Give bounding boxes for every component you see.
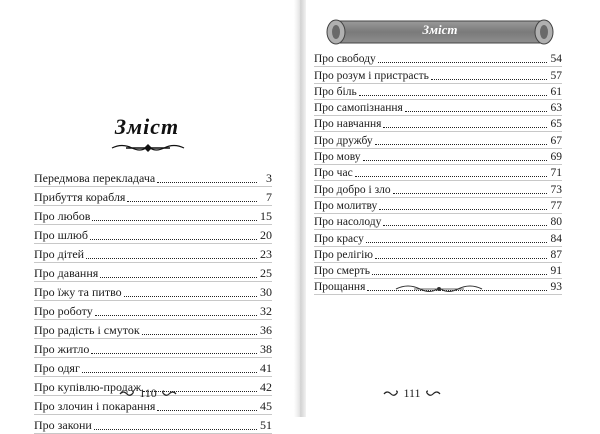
toc-leader-dots xyxy=(378,62,547,63)
toc-entry-title: Про релігію xyxy=(314,248,373,261)
toc-leader-dots xyxy=(383,127,547,128)
toc-entry-page: 23 xyxy=(260,247,272,261)
toc-leader-dots xyxy=(157,182,257,183)
toc-entry xyxy=(314,198,562,214)
toc-entry xyxy=(34,415,272,434)
toc-entry-page: 20 xyxy=(260,228,272,242)
toc-leader-dots xyxy=(372,274,547,275)
swirl-icon xyxy=(119,389,135,399)
toc-entry xyxy=(34,168,272,187)
toc-entry-page: 30 xyxy=(260,285,272,299)
contents-title-banner: Зміст xyxy=(422,22,458,37)
toc-entry-page: 32 xyxy=(260,304,272,318)
toc-entry-title: Про самопізнання xyxy=(314,102,403,115)
toc-entry-title: Про одяг xyxy=(34,361,80,375)
toc-leader-dots xyxy=(375,144,547,145)
toc-entry-title: Про мову xyxy=(314,151,361,164)
toc-entry-page: 87 xyxy=(550,248,562,261)
toc-entry-page: 15 xyxy=(260,209,272,223)
toc-entry-page: 25 xyxy=(260,266,272,280)
toc-entry-page: 93 xyxy=(550,281,562,294)
toc-entry-title: Про давання xyxy=(34,266,99,280)
toc-leader-dots xyxy=(90,239,257,240)
toc-entry xyxy=(34,263,272,282)
toc-leader-dots xyxy=(91,353,257,354)
toc-entry-title: Про навчання xyxy=(314,118,382,131)
toc-entry-title: Про радість і смуток xyxy=(34,323,140,337)
toc-entry xyxy=(314,100,562,116)
toc-leader-dots xyxy=(431,79,547,80)
toc-entry-page: 63 xyxy=(550,102,562,115)
toc-entry-page: 57 xyxy=(550,69,562,82)
toc-entry-title: Про свободу xyxy=(314,53,376,66)
toc-leader-dots xyxy=(157,410,257,411)
toc-entry-title: Про час xyxy=(314,167,353,180)
toc-entry-title: Про роботу xyxy=(34,304,93,318)
toc-leader-dots xyxy=(82,372,257,373)
book-spine xyxy=(294,0,306,417)
toc-leader-dots xyxy=(142,334,257,335)
toc-entry-title: Про насолоду xyxy=(314,216,382,229)
toc-entry-page: 77 xyxy=(550,199,562,212)
toc-entry-page: 80 xyxy=(550,216,562,229)
ornament-icon xyxy=(110,142,186,154)
toc-entry-title: Про купівлю-продаж xyxy=(34,380,142,394)
toc-entry-title: Прибуття корабля xyxy=(34,190,126,204)
toc-entry xyxy=(314,165,562,181)
toc-leader-dots xyxy=(366,242,547,243)
toc-entry xyxy=(314,116,562,132)
toc-entry-page: 7 xyxy=(266,190,272,204)
swirl-icon xyxy=(425,389,441,399)
toc-entry xyxy=(314,263,562,279)
toc-entry-title: Про молитву xyxy=(314,199,378,212)
toc-entry-page: 54 xyxy=(550,53,562,66)
toc-entry-page: 67 xyxy=(550,134,562,147)
toc-leader-dots xyxy=(375,258,547,259)
toc-entry xyxy=(314,149,562,165)
toc-entry xyxy=(34,282,272,301)
toc-entry-page: 71 xyxy=(550,167,562,180)
toc-entry-page: 84 xyxy=(550,232,562,245)
page-number-left xyxy=(118,386,178,401)
toc-entry xyxy=(314,132,562,148)
ornament-icon xyxy=(394,282,484,296)
page-number-value: 111 xyxy=(403,386,421,400)
toc-entry-page: 51 xyxy=(260,418,272,432)
toc-entry xyxy=(34,244,272,263)
toc-list-right xyxy=(314,51,562,295)
toc-entry-page: 73 xyxy=(550,183,562,196)
toc-leader-dots xyxy=(405,111,547,112)
toc-entry-page: 36 xyxy=(260,323,272,337)
toc-leader-dots xyxy=(359,95,547,96)
toc-entry-title: Прощання xyxy=(314,281,366,294)
toc-entry-title: Про розум і пристрасть xyxy=(314,69,429,82)
toc-entry-title: Про смерть xyxy=(314,265,371,278)
swirl-icon xyxy=(383,389,399,399)
toc-entry xyxy=(314,247,562,263)
toc-entry-title: Про злочин і покарання xyxy=(34,399,156,413)
toc-leader-dots xyxy=(94,429,257,430)
toc-entry xyxy=(314,181,562,197)
toc-entry-title: Про дружбу xyxy=(314,134,373,147)
toc-entry xyxy=(314,84,562,100)
toc-entry-title: Про любов xyxy=(34,209,91,223)
toc-entry xyxy=(34,320,272,339)
toc-entry xyxy=(314,230,562,246)
toc-leader-dots xyxy=(95,315,257,316)
toc-entry-title: Про дітей xyxy=(34,247,85,261)
toc-entry-title: Про житло xyxy=(34,342,90,356)
toc-entry-title: Про біль xyxy=(314,85,357,98)
toc-entry xyxy=(314,214,562,230)
toc-entry xyxy=(34,225,272,244)
toc-entry xyxy=(314,67,562,83)
toc-leader-dots xyxy=(383,225,547,226)
toc-leader-dots xyxy=(92,220,257,221)
toc-entry-page: 45 xyxy=(260,399,272,413)
toc-leader-dots xyxy=(355,176,547,177)
toc-leader-dots xyxy=(124,296,257,297)
contents-title: Зміст xyxy=(114,114,180,139)
toc-leader-dots xyxy=(379,209,547,210)
toc-entry-page: 65 xyxy=(550,118,562,131)
toc-entry xyxy=(34,358,272,377)
toc-entry-page: 91 xyxy=(550,265,562,278)
toc-entry xyxy=(314,51,562,67)
toc-entry xyxy=(34,301,272,320)
toc-entry-title: Про закони xyxy=(34,418,92,432)
toc-leader-dots xyxy=(127,201,257,202)
page-number-value: 110 xyxy=(139,386,157,400)
toc-entry-title: Про шлюб xyxy=(34,228,88,242)
toc-entry xyxy=(34,339,272,358)
toc-entry-title: Передмова перекладача xyxy=(34,171,156,185)
toc-entry-page: 38 xyxy=(260,342,272,356)
toc-entry xyxy=(34,187,272,206)
toc-leader-dots xyxy=(363,160,548,161)
toc-leader-dots xyxy=(100,277,257,278)
toc-entry-page: 42 xyxy=(260,380,272,394)
toc-entry-page: 3 xyxy=(266,171,272,185)
left-page xyxy=(0,0,294,432)
toc-entry-title: Про красу xyxy=(314,232,364,245)
toc-entry-page: 41 xyxy=(260,361,272,375)
toc-entry-page: 69 xyxy=(550,151,562,164)
toc-entry-title: Про добро і зло xyxy=(314,183,391,196)
toc-leader-dots xyxy=(393,193,547,194)
toc-entry-title: Про їжу та питво xyxy=(34,285,122,299)
toc-entry-page: 61 xyxy=(550,85,562,98)
swirl-icon xyxy=(161,389,177,399)
page-number-right xyxy=(382,386,442,401)
toc-entry xyxy=(34,206,272,225)
toc-leader-dots xyxy=(86,258,257,259)
